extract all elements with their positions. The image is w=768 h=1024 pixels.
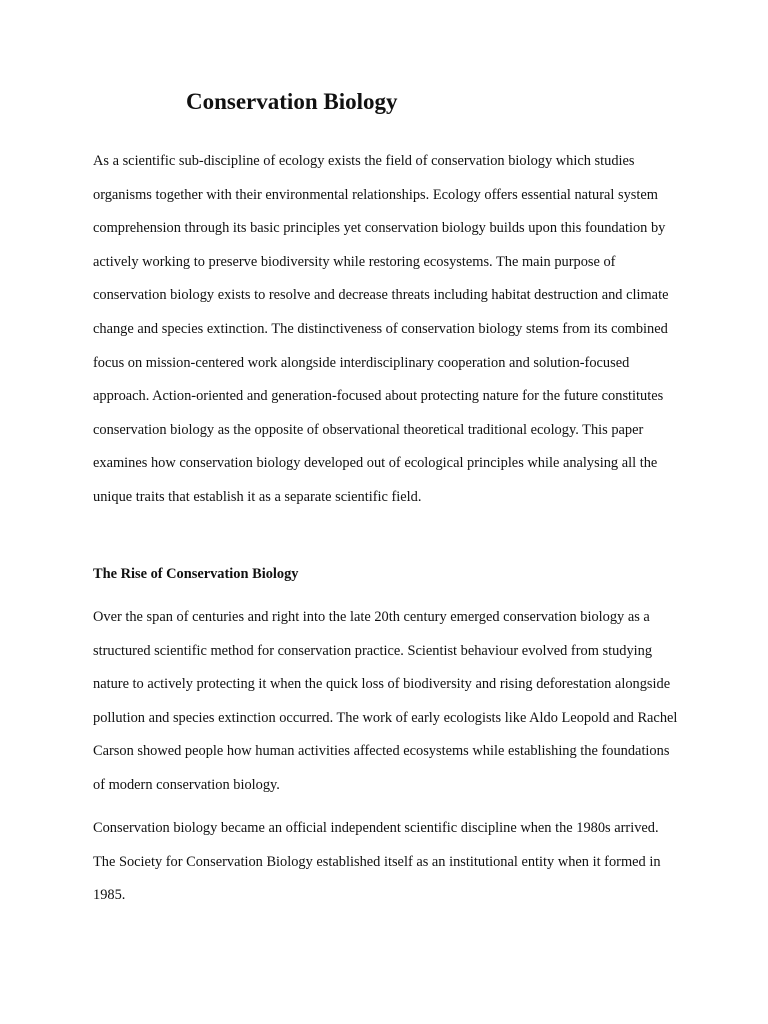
rise-paragraph-1: Over the span of centuries and right into the late 20th century emerged conservation biology as a structured scientific method for conservation practice. Scientist behaviour evolved from studying nature to actively protecting it when the quick loss of biodiversity and rising deforestation alongside pollution and species extinction occurred. The work of early ecologists like Aldo Leopold and Rachel Carson showed people how human activities affected ecosystems while establishing the foundations of modern conservation biology. <box>93 609 678 793</box>
rise-paragraph-2: Conservation biology became an official independent scientific discipline when the 1980s arrived. The Society for Conservation Biology established itself as an institutional entity when it formed in 1985. <box>93 820 661 904</box>
document-title: Conservation Biology <box>186 89 398 114</box>
section-heading-rise: The Rise of Conservation Biology <box>93 566 299 582</box>
intro-paragraph: As a scientific sub-discipline of ecology exists the field of conservation biology which studies organisms together with their environmental relationships. Ecology offers essential natural system comprehension through its basic principles yet conservation biology builds upon this foundation by actively working to preserve biodiversity while restoring ecosystems. The main purpose of conservation biology exists to resolve and decrease threats including habitat destruction and climate change and species extinction. The distinctiveness of conservation biology stems from its combined focus on mission-centered work alongside interdisciplinary cooperation and solution-focused approach. Action-oriented and generation-focused about protecting nature for the future constitutes conservation biology as the opposite of observational theoretical traditional ecology. This paper examines how conservation biology developed out of ecological principles while analysing all the unique traits that establish it as a separate scientific field. <box>93 153 669 505</box>
